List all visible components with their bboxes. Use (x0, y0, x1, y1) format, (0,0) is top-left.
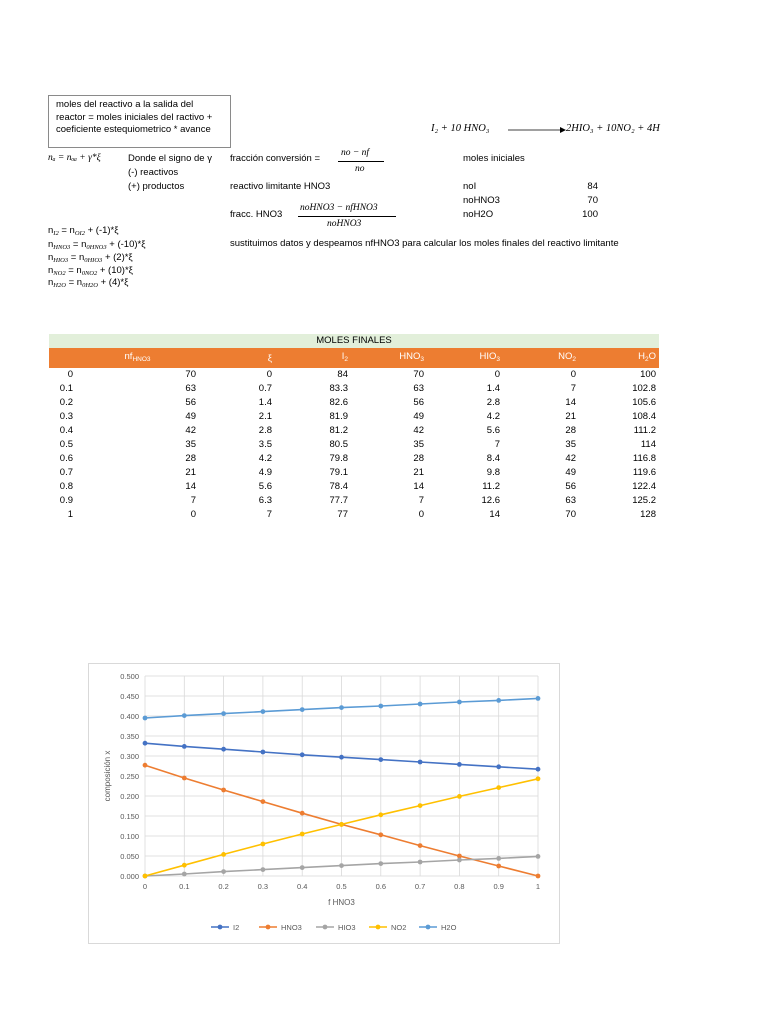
data-point (221, 869, 226, 874)
data-point (182, 776, 187, 781)
table-cell: 108.4 (632, 411, 656, 422)
header-f (49, 348, 76, 368)
table-cell: 28 (413, 453, 424, 464)
y-tick-label: 0.300 (120, 752, 139, 761)
table-row (49, 438, 659, 452)
table-cell: 5.6 (486, 425, 500, 436)
table-cell: 4.2 (486, 411, 500, 422)
legend-marker (426, 925, 431, 930)
x-tick-label: 0.8 (454, 882, 465, 891)
table-cell: 14 (565, 397, 576, 408)
table-cell: 4.9 (258, 467, 272, 478)
table-cell: 0 (494, 369, 500, 380)
fracc-denominator: noHNO3 (327, 219, 362, 229)
table-row (49, 480, 659, 494)
table-cell: 84 (337, 369, 348, 380)
data-point (378, 812, 383, 817)
data-point (182, 872, 187, 877)
table-row (49, 508, 659, 522)
data-point (418, 860, 423, 865)
y-tick-label: 0.500 (120, 672, 139, 681)
data-point (536, 776, 541, 781)
data-point (496, 856, 501, 861)
x-tick-label: 0.6 (375, 882, 387, 891)
table-cell: 56 (413, 397, 424, 408)
initial-value-h2o: 100 (582, 209, 598, 220)
table-cell: 70 (413, 369, 424, 380)
table-cell: 11.2 (482, 481, 500, 492)
conversion-fraction-bar (338, 161, 384, 162)
y-tick-label: 0.200 (120, 792, 139, 801)
table-cell: 21 (565, 411, 576, 422)
y-axis-title: composición x (103, 750, 112, 802)
legend-marker (323, 925, 328, 930)
x-tick-label: 1 (535, 882, 541, 891)
x-tick-label: 0.2 (218, 882, 229, 891)
table-cell: 0 (418, 509, 424, 520)
data-point (418, 803, 423, 808)
table-cell: 56 (185, 397, 196, 408)
header-no2: $NO_2$ (503, 348, 579, 368)
data-point (221, 788, 226, 793)
composition-chart (88, 663, 560, 944)
table-cell: 0.3 (59, 411, 73, 422)
table-cell: 0 (266, 369, 272, 380)
data-point (261, 750, 266, 755)
instruction-text: sustituimos datos y despeamos nfHNO3 para calcular los moles finales del reactivo limitante (230, 238, 619, 249)
initial-value-hno3: 70 (587, 195, 598, 206)
table-title-row (49, 334, 659, 348)
sign-reactivos: (-) reactivos (128, 167, 179, 178)
x-tick-label: 0 (142, 882, 148, 891)
data-point (536, 767, 541, 772)
table-header-row (49, 348, 659, 368)
moles-finales-table (49, 334, 659, 522)
table-cell: 7 (190, 495, 196, 506)
table-cell: 79.8 (329, 453, 348, 464)
initial-value-i2: 84 (587, 181, 598, 192)
data-point (418, 843, 423, 848)
data-point (221, 852, 226, 857)
table-cell: 63 (565, 495, 576, 506)
data-point (143, 716, 148, 721)
data-point (221, 747, 226, 752)
table-cell: 35 (185, 439, 196, 450)
table-cell: 42 (413, 425, 424, 436)
header-xi: ξ (199, 348, 275, 368)
x-tick-label: 0.9 (493, 882, 504, 891)
data-point (261, 799, 266, 804)
header-h2o: $H_2O$ (579, 348, 659, 368)
table-row (49, 452, 659, 466)
data-point (418, 760, 423, 765)
species-eq-h2o: $n_{H2O} = n_{0H2O} + (4)*\xi$ (48, 277, 129, 289)
table-cell: 49 (413, 411, 424, 422)
data-point (378, 757, 383, 762)
table-cell: 8.4 (486, 453, 500, 464)
data-point (182, 744, 187, 749)
y-tick-label: 0.000 (120, 872, 139, 881)
data-point (536, 696, 541, 701)
table-cell: 78.4 (329, 481, 348, 492)
table-cell: 0.7 (59, 467, 73, 478)
table-cell: 0.5 (59, 439, 73, 450)
header-hio3: $HIO_3$ (427, 348, 503, 368)
table-row (49, 382, 659, 396)
table-row (49, 410, 659, 424)
table-cell: 14 (185, 481, 196, 492)
data-point (300, 832, 305, 837)
table-cell: 70 (185, 369, 196, 380)
data-point (300, 752, 305, 757)
sign-title: Donde el signo de γ (128, 153, 212, 164)
y-tick-label: 0.050 (120, 852, 139, 861)
initial-label-i2: noI (463, 181, 477, 192)
table-cell: 28 (185, 453, 196, 464)
table-cell: 3.5 (258, 439, 272, 450)
header-i2: $I_2$ (275, 348, 351, 368)
data-point (339, 705, 344, 710)
table-cell: 0 (570, 369, 576, 380)
table-row (49, 466, 659, 480)
table-cell: 0.4 (59, 425, 73, 436)
data-point (339, 822, 344, 827)
data-point (339, 863, 344, 868)
data-point (182, 713, 187, 718)
initial-moles-title: moles iniciales (463, 153, 525, 164)
table-cell: 21 (413, 467, 424, 478)
data-point (457, 700, 462, 705)
species-eq-no2: $n_{NO2} = n_{0NO2} + (10)*\xi$ (48, 265, 133, 277)
data-point (496, 698, 501, 703)
table-cell: 0.1 (59, 383, 73, 394)
table-cell: 81.2 (329, 425, 348, 436)
note-line-2: reactor = moles iniciales del ractivo + (56, 111, 213, 123)
table-cell: 35 (565, 439, 576, 450)
table-cell: 7 (418, 495, 424, 506)
x-tick-label: 0.7 (414, 882, 426, 891)
data-point (221, 711, 226, 716)
table-row (49, 424, 659, 438)
header-nf: $nf_{HNO3}$ (76, 348, 199, 368)
table-cell: 77.7 (329, 495, 348, 506)
table-cell: 1 (67, 509, 73, 520)
legend-marker (376, 925, 381, 930)
definition-note (48, 95, 231, 148)
table-cell: 14 (413, 481, 424, 492)
table-cell: 0 (190, 509, 196, 520)
table-cell: 2.8 (486, 397, 500, 408)
table-cell: 0.7 (258, 383, 272, 394)
fracc-fraction-bar (298, 216, 396, 217)
x-tick-label: 0.4 (296, 882, 308, 891)
initial-label-h2o: noH2O (463, 209, 494, 220)
table-cell: 49 (565, 467, 576, 478)
header-hno3: $HNO_3$ (351, 348, 427, 368)
data-point (143, 763, 148, 768)
data-point (496, 864, 501, 869)
data-point (261, 867, 266, 872)
x-tick-label: 0.3 (257, 882, 269, 891)
note-line-1: moles del reactivo a la salida del (56, 99, 194, 110)
legend-label: NO2 (391, 923, 407, 932)
x-axis-title: f HNO3 (328, 898, 355, 907)
sign-productos: (+) productos (128, 181, 185, 192)
table-cell: 122.4 (632, 481, 656, 492)
y-tick-label: 0.350 (120, 732, 139, 741)
conversion-label: fracción conversión = (230, 153, 321, 164)
table-cell: 42 (565, 453, 576, 464)
data-point (300, 811, 305, 816)
table-cell: 83.3 (329, 383, 348, 394)
table-cell: 0.8 (59, 481, 73, 492)
table-cell: 63 (413, 383, 424, 394)
species-eq-i2: $n_{I2} = n_{OI2} + (-1)*\xi$ (48, 225, 119, 237)
reaction-arrow-icon (508, 125, 566, 135)
table-cell: 7 (266, 509, 272, 520)
table-cell: 49 (185, 411, 196, 422)
conversion-numerator: no − nf (341, 148, 370, 158)
data-point (300, 707, 305, 712)
table-cell: 2.8 (258, 425, 272, 436)
table-cell: 114 (640, 439, 656, 450)
table-cell: 81.9 (329, 411, 348, 422)
table-cell: 119.6 (632, 467, 656, 478)
y-tick-label: 0.400 (120, 712, 139, 721)
limiting-reagent: reactivo limitante HNO3 (230, 181, 331, 192)
table-cell: 105.6 (632, 397, 656, 408)
conversion-denominator: no (355, 164, 365, 174)
y-tick-label: 0.150 (120, 812, 139, 821)
table-cell: 80.5 (329, 439, 348, 450)
table-cell: 125.2 (632, 495, 656, 506)
table-cell: 7 (494, 439, 500, 450)
table-cell: 9.8 (486, 467, 500, 478)
table-cell: 82.6 (329, 397, 348, 408)
data-point (536, 854, 541, 859)
general-equation: nₐ = nₒₐ + γ*ξ (48, 153, 101, 163)
data-point (496, 785, 501, 790)
table-cell: 4.2 (258, 453, 272, 464)
table-cell: 102.8 (632, 383, 656, 394)
species-eq-hno3: $n_{HNO3} = n_{0HNO3} + (-10)*\xi$ (48, 239, 146, 251)
data-point (339, 755, 344, 760)
data-point (143, 741, 148, 746)
data-point (457, 858, 462, 863)
table-cell: 7 (570, 383, 576, 394)
table-cell: 56 (565, 481, 576, 492)
species-eq-hio3: $n_{HIO3} = n_{0HIO3} + (2)*\xi$ (48, 252, 133, 264)
table-cell: 0.6 (59, 453, 73, 464)
table-row (49, 368, 659, 382)
table-cell: 111.2 (633, 425, 656, 436)
table-cell: 12.6 (481, 495, 500, 506)
table-title: MOLES FINALES (49, 334, 659, 348)
table-cell: 79.1 (329, 467, 348, 478)
legend-marker (218, 925, 223, 930)
data-point (496, 764, 501, 769)
data-point (182, 863, 187, 868)
data-point (300, 865, 305, 870)
data-point (457, 794, 462, 799)
data-point (378, 704, 383, 709)
reaction-reactants: I₂ + 10 HNO₃ (431, 123, 490, 134)
table-cell: 14 (489, 509, 500, 520)
table-cell: 28 (565, 425, 576, 436)
data-point (261, 709, 266, 714)
table-cell: 5.6 (258, 481, 272, 492)
y-tick-label: 0.100 (120, 832, 139, 841)
data-point (457, 762, 462, 767)
x-tick-label: 0.5 (336, 882, 347, 891)
table-cell: 70 (565, 509, 576, 520)
table-row (49, 396, 659, 410)
data-point (418, 702, 423, 707)
table-cell: 0.2 (59, 397, 73, 408)
table-cell: 2.1 (258, 411, 272, 422)
data-point (143, 874, 148, 879)
chart-svg (89, 664, 559, 943)
initial-label-hno3: noHNO3 (463, 195, 500, 206)
legend-label: H2O (441, 923, 457, 932)
data-point (536, 874, 541, 879)
table-cell: 42 (185, 425, 196, 436)
table-cell: 100 (640, 369, 656, 380)
table-cell: 0 (67, 369, 73, 380)
legend-label: I2 (233, 923, 240, 932)
data-point (378, 861, 383, 866)
reaction-products: 2HIO₃ + 10NO₂ + 4H (566, 123, 660, 134)
data-point (261, 842, 266, 847)
table-row (49, 494, 659, 508)
y-tick-label: 0.250 (120, 772, 139, 781)
table-cell: 0.9 (59, 495, 73, 506)
y-tick-label: 0.450 (120, 692, 139, 701)
legend-label: HIO3 (338, 923, 356, 932)
table-cell: 116.8 (632, 453, 656, 464)
table-cell: 35 (413, 439, 424, 450)
table-cell: 1.4 (486, 383, 500, 394)
note-line-3: coeficiente estequiometrico * avance (56, 124, 211, 135)
legend-label: HNO3 (281, 923, 302, 932)
table-cell: 1.4 (258, 397, 272, 408)
fracc-numerator: noHNO3 − nfHNO3 (300, 203, 378, 213)
legend-marker (266, 925, 271, 930)
table-cell: 63 (185, 383, 196, 394)
fracc-label: fracc. HNO3 (230, 209, 283, 220)
table-cell: 6.3 (258, 495, 272, 506)
table-cell: 21 (185, 467, 196, 478)
x-tick-label: 0.1 (179, 882, 190, 891)
table-cell: 128 (640, 509, 656, 520)
table-cell: 77 (337, 509, 348, 520)
data-point (378, 832, 383, 837)
